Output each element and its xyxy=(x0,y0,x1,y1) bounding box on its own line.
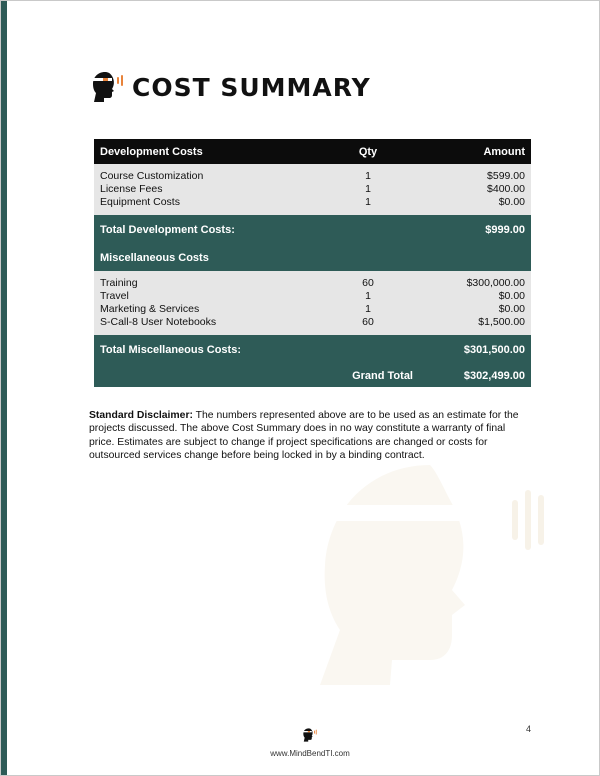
item-name: License Fees xyxy=(94,183,317,196)
item-name: Course Customization xyxy=(94,164,317,183)
grand-total-amount: $302,499.00 xyxy=(419,365,531,387)
watermark-head-icon xyxy=(280,455,580,715)
item-qty: 60 xyxy=(317,271,419,290)
total-development-label: Total Development Costs: xyxy=(94,215,419,245)
table-row xyxy=(94,164,531,183)
disclaimer-heading: Standard Disclaimer: xyxy=(89,410,193,421)
item-amount: $0.00 xyxy=(419,290,531,303)
total-development-row xyxy=(94,215,531,245)
column-header-amount: Amount xyxy=(419,139,531,164)
item-qty: 1 xyxy=(317,196,419,215)
total-misc-row xyxy=(94,335,531,365)
grand-total-row xyxy=(94,365,531,387)
item-amount: $0.00 xyxy=(419,196,531,215)
grand-total-label: Grand Total xyxy=(94,365,419,387)
misc-heading: Miscellaneous Costs xyxy=(94,245,531,271)
mindbend-head-logo-icon xyxy=(90,70,126,104)
table-row xyxy=(94,183,531,196)
item-amount: $0.00 xyxy=(419,303,531,316)
footer-head-logo-icon xyxy=(302,727,318,743)
disclaimer-text: The numbers represented above are to be used as an estimate for the projects discussed. The above Cost Summary does in no way constitute a warranty of final price. Estimates are subject to change if project specifications are changed or costs for outsourced services change before being locked in by a binding contract. xyxy=(89,410,519,461)
item-qty: 1 xyxy=(317,164,419,183)
column-header-qty: Qty xyxy=(317,139,419,164)
page-number: 4 xyxy=(526,724,532,734)
item-name: Marketing & Services xyxy=(94,303,317,316)
page-title: COST SUMMARY xyxy=(132,72,371,102)
table-row xyxy=(94,290,531,303)
table-row xyxy=(94,196,531,215)
item-amount: $1,500.00 xyxy=(419,316,531,335)
column-header-category: Development Costs xyxy=(94,139,317,164)
table-header-row xyxy=(94,139,531,164)
disclaimer-paragraph xyxy=(89,409,519,462)
total-misc-label: Total Miscellaneous Costs: xyxy=(94,335,419,365)
side-accent-bar xyxy=(0,0,7,776)
item-amount: $400.00 xyxy=(419,183,531,196)
item-name: Equipment Costs xyxy=(94,196,317,215)
item-amount: $300,000.00 xyxy=(419,271,531,290)
item-qty: 1 xyxy=(317,183,419,196)
item-qty: 60 xyxy=(317,316,419,335)
page-header xyxy=(90,70,371,104)
cost-summary-table xyxy=(94,139,531,387)
footer-website-link[interactable]: www.MindBendTI.com xyxy=(270,749,350,758)
item-qty: 1 xyxy=(317,290,419,303)
total-misc-amount: $301,500.00 xyxy=(419,335,531,365)
table-row xyxy=(94,303,531,316)
table-row xyxy=(94,271,531,290)
item-amount: $599.00 xyxy=(419,164,531,183)
table-row xyxy=(94,316,531,335)
item-name: Training xyxy=(94,271,317,290)
item-name: S-Call-8 User Notebooks xyxy=(94,316,317,335)
item-qty: 1 xyxy=(317,303,419,316)
item-name: Travel xyxy=(94,290,317,303)
misc-heading-row xyxy=(94,245,531,271)
total-development-amount: $999.00 xyxy=(419,215,531,245)
